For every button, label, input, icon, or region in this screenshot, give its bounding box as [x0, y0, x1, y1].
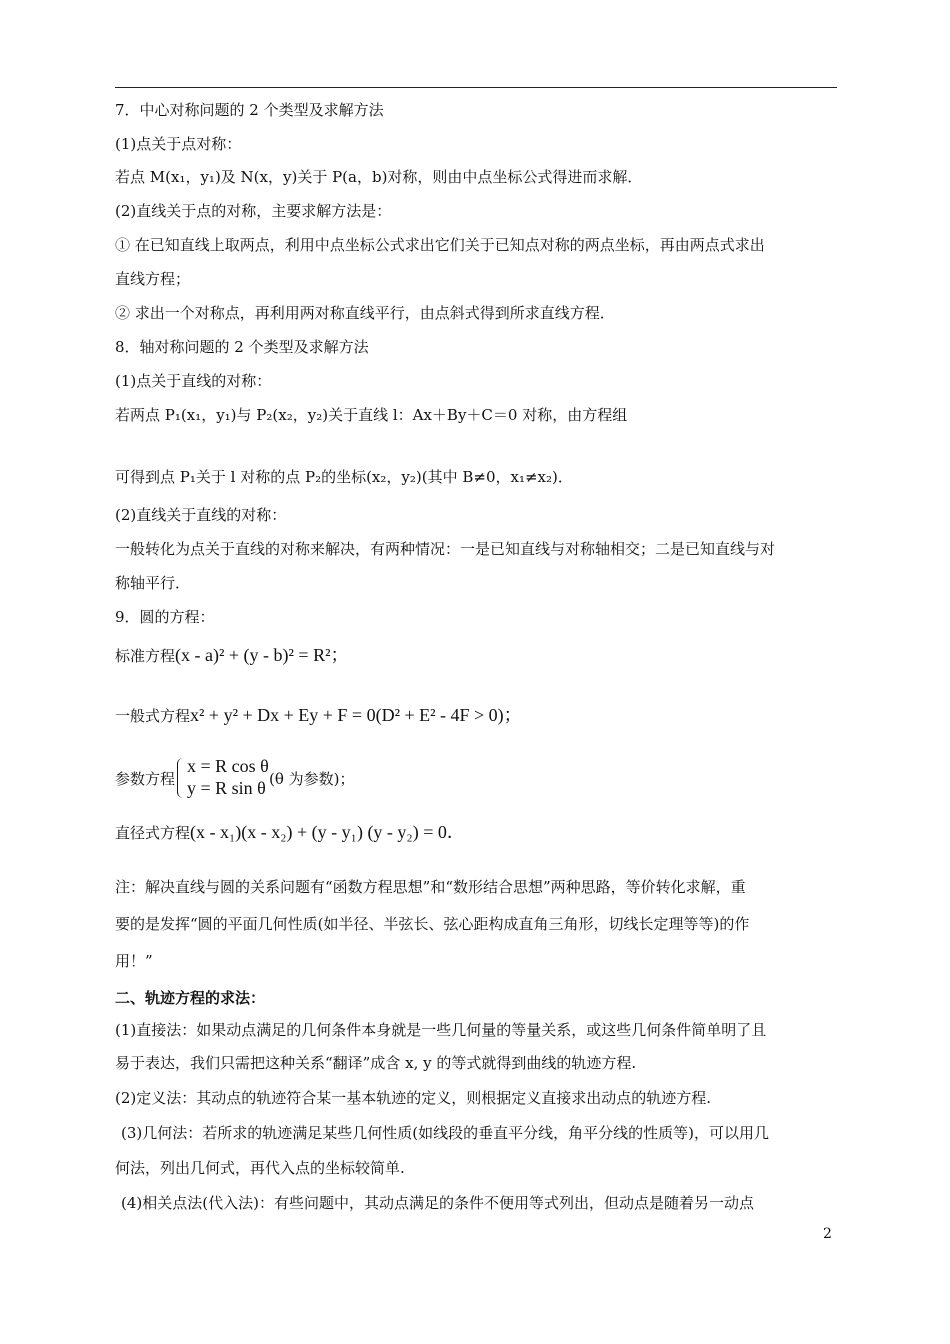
text-line: 直线方程； [115, 270, 191, 288]
text-line: 何法，列出几何式，再代入点的坐标较简单. [115, 1159, 405, 1177]
section9-heading: 9．圆的方程： [115, 608, 215, 626]
text-line: 易于表达，我们只需把这种关系“翻译”成含 x, y 的等式就得到曲线的轨迹方程. [115, 1054, 637, 1072]
text-line: (1)直接法：如果动点满足的几何条件本身就是一些几何量的等量关系，或这些几何条件简单明了且 [115, 1021, 767, 1039]
param-note: (θ 为参数)； [269, 770, 355, 788]
general-equation-row [115, 705, 522, 726]
section7-heading: 7．中心对称问题的 2 个类型及求解方法 [115, 101, 384, 119]
note-line: 用！” [115, 952, 153, 970]
text-line: (2)定义法：其动点的轨迹符合某一基本轨迹的定义，则根据定义直接求出动点的轨迹方程. [115, 1089, 712, 1107]
param-row-x: x = R cos θ [187, 756, 269, 776]
text-line: ① 在已知直线上取两点，利用中点坐标公式求出它们关于已知点对称的两点坐标，再由两点式求出 [115, 236, 765, 254]
text-line: 可得到点 P₁关于 l 对称的点 P₂的坐标(x₂，y₂)(其中 B≠0，x₁≠x₂)． [115, 468, 573, 486]
header-rule [115, 87, 837, 88]
text-line: (1)点关于直线的对称： [115, 372, 272, 390]
text-line: 若点 M(x₁，y₁)及 N(x，y)关于 P(a，b)对称，则由中点坐标公式得进而求解． [115, 168, 643, 186]
text-line: (4)相关点法(代入法)：有些问题中，其动点满足的条件不便用等式列出，但动点是随着另一动点 [121, 1194, 754, 1212]
diameter-equation: (x - x₁)(x - x₂) + (y - y₁) (y - y₂) = 0． [190, 822, 465, 842]
general-label: 一般式方程 [115, 707, 191, 725]
note-line: 注：解决直线与圆的关系问题有“函数方程思想”和“数形结合思想”两种思路，等价转化求解，重 [115, 878, 746, 896]
text-line: 若两点 P₁(x₁，y₁)与 P₂(x₂，y₂)关于直线 l：Ax＋By＋C＝0 对称，由方程组 [115, 406, 628, 424]
standard-equation: (x - a)² + (y - b)² = R²； [175, 645, 349, 665]
note-line: 要的是发挥“圆的平面几何性质(如半径、半弦长、弦心距构成直角三角形，切线长定理等等)的作 [115, 915, 750, 933]
text-line: (1)点关于点对称： [115, 135, 242, 153]
section2-heading: 二、轨迹方程的求法： [115, 989, 266, 1007]
text-line: (2)直线关于直线的对称： [115, 506, 287, 524]
page-number: 2 [823, 1226, 832, 1242]
diameter-label: 直径式方程 [115, 824, 191, 842]
general-equation: x² + y² + Dx + Ey + F = 0(D² + E² - 4F > 0)； [190, 705, 522, 725]
text-line: 一般转化为点关于直线的对称来解决，有两种情况：一是已知直线与对称轴相交；二是已知直线与对 [115, 540, 776, 558]
left-brace [177, 758, 183, 798]
standard-equation-row [115, 645, 348, 666]
text-line: (3)几何法：若所求的轨迹满足某些几何性质(如线段的垂直平分线，角平分线的性质等)，可以用几 [121, 1124, 769, 1142]
text-line: 称轴平行． [115, 574, 191, 592]
text-line: ② 求出一个对称点，再利用两对称直线平行，由点斜式得到所求直线方程． [115, 304, 615, 322]
diameter-equation-row [115, 822, 465, 843]
standard-label: 标准方程 [115, 647, 176, 665]
text-line: (2)直线关于点的对称，主要求解方法是： [115, 202, 392, 220]
section8-heading: 8．轴对称问题的 2 个类型及求解方法 [115, 338, 369, 356]
param-row-y: y = R sin θ [187, 778, 266, 798]
param-label: 参数方程 [115, 770, 176, 788]
